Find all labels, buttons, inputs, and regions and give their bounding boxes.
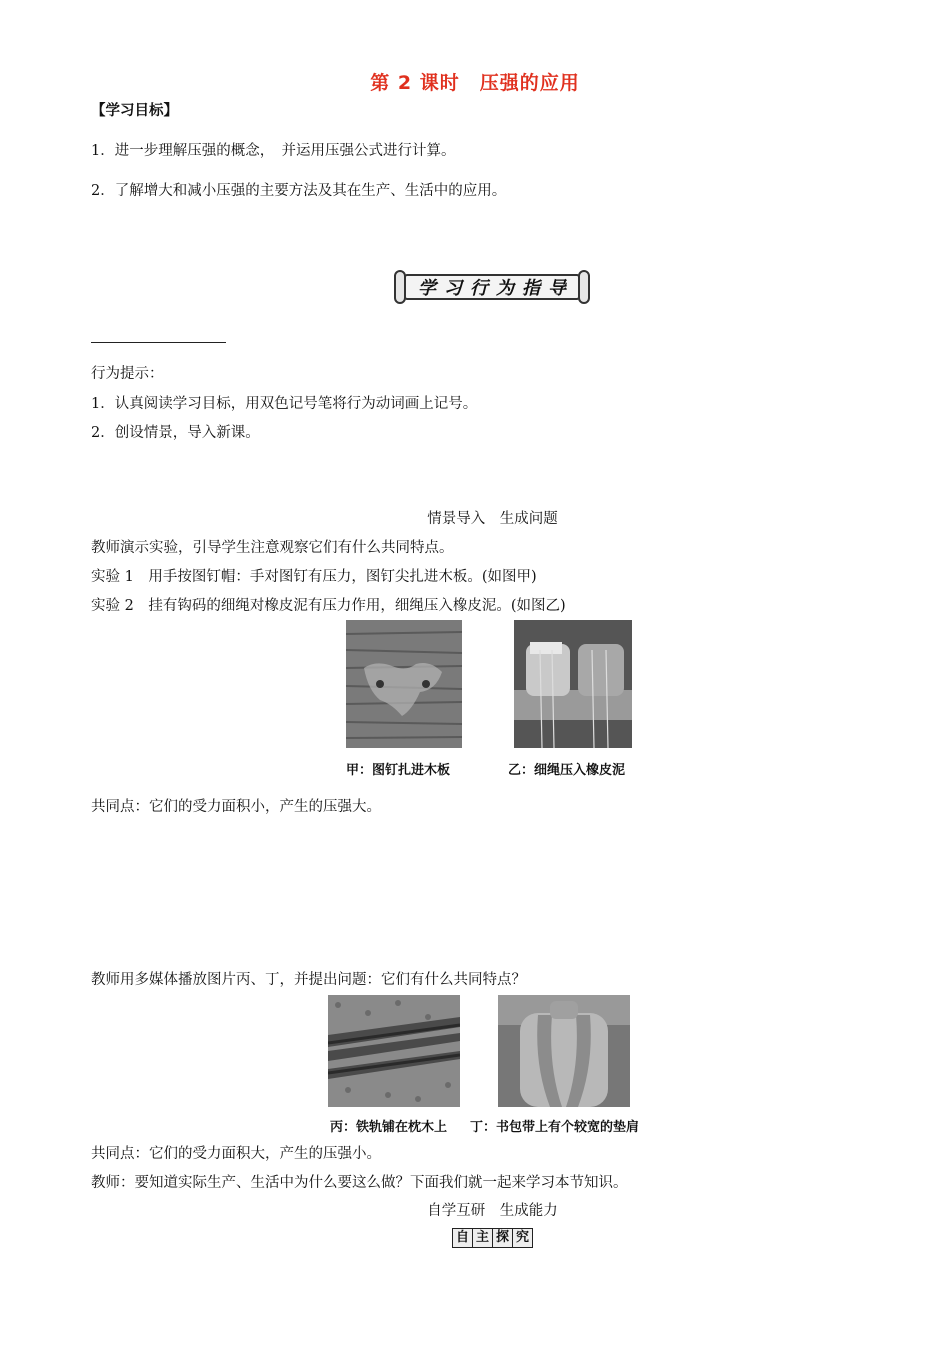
- media-question: 教师用多媒体播放图片丙、丁，并提出问题：它们有什么共同特点？: [91, 972, 526, 988]
- banner-char: 行: [470, 278, 488, 299]
- behavior-item-2: 2．创设情景，导入新课。: [91, 425, 260, 441]
- tag-self-explore: [452, 1228, 533, 1248]
- scroll-cap-right: [578, 270, 590, 304]
- section-heading-self-study: 自学互研 生成能力: [427, 1203, 558, 1219]
- tag-char: 主: [473, 1229, 493, 1247]
- behavior-item-1: 1．认真阅读学习目标，用双色记号笔将行为动词画上记号。: [91, 396, 478, 412]
- tag-char: 探: [493, 1229, 513, 1247]
- banner-char: 学: [418, 278, 436, 299]
- common-point-1: 共同点：它们的受力面积小，产生的压强大。: [91, 799, 381, 815]
- section-banner-learning-guide: [392, 270, 592, 304]
- experiment-2: 实验 2 挂有钩码的细绳对橡皮泥有压力作用，细绳压入橡皮泥。(如图乙): [91, 598, 566, 614]
- divider-line: [91, 342, 226, 343]
- banner-char: 习: [444, 278, 462, 299]
- photo-backpack-straps: [498, 995, 630, 1107]
- banner-char: 导: [548, 278, 566, 299]
- banner-char: 指: [522, 278, 540, 299]
- scenario-intro: 教师演示实验，引导学生注意观察它们有什么共同特点。: [91, 540, 454, 556]
- common-point-2: 共同点：它们的受力面积大，产生的压强小。: [91, 1146, 381, 1162]
- caption-ding: 丁：书包带上有个较宽的垫肩: [470, 1120, 640, 1135]
- caption-jia: 甲：图钉扎进木板: [346, 763, 451, 778]
- caption-yi: 乙：细绳压入橡皮泥: [508, 763, 626, 778]
- objectives-heading: 【学习目标】: [91, 102, 178, 119]
- photo-string-clay: [514, 620, 632, 748]
- page-title: 第 2 课时 压强的应用: [370, 72, 580, 94]
- objective-item-2: 2．了解增大和减小压强的主要方法及其在生产、生活中的应用。: [91, 183, 507, 199]
- objective-item-1: 1．进一步理解压强的概念， 并运用压强公式进行计算。: [91, 143, 456, 159]
- caption-bing: 丙：铁轨铺在枕木上: [330, 1120, 448, 1135]
- teacher-remark: 教师：要知道实际生产、生活中为什么要这么做？下面我们就一起来学习本节知识。: [91, 1175, 628, 1191]
- experiment-1: 实验 1 用手按图钉帽：手对图钉有压力，图钉尖扎进木板。(如图甲): [91, 569, 537, 585]
- photo-railway-sleepers: [328, 995, 460, 1107]
- photo-thumbtack-wood: [346, 620, 462, 748]
- tag-char: 究: [513, 1229, 532, 1247]
- section-heading-scenario: 情景导入 生成问题: [427, 511, 558, 527]
- banner-char: 为: [496, 278, 514, 299]
- behavior-heading: 行为提示：: [91, 366, 164, 382]
- tag-char: 自: [453, 1229, 473, 1247]
